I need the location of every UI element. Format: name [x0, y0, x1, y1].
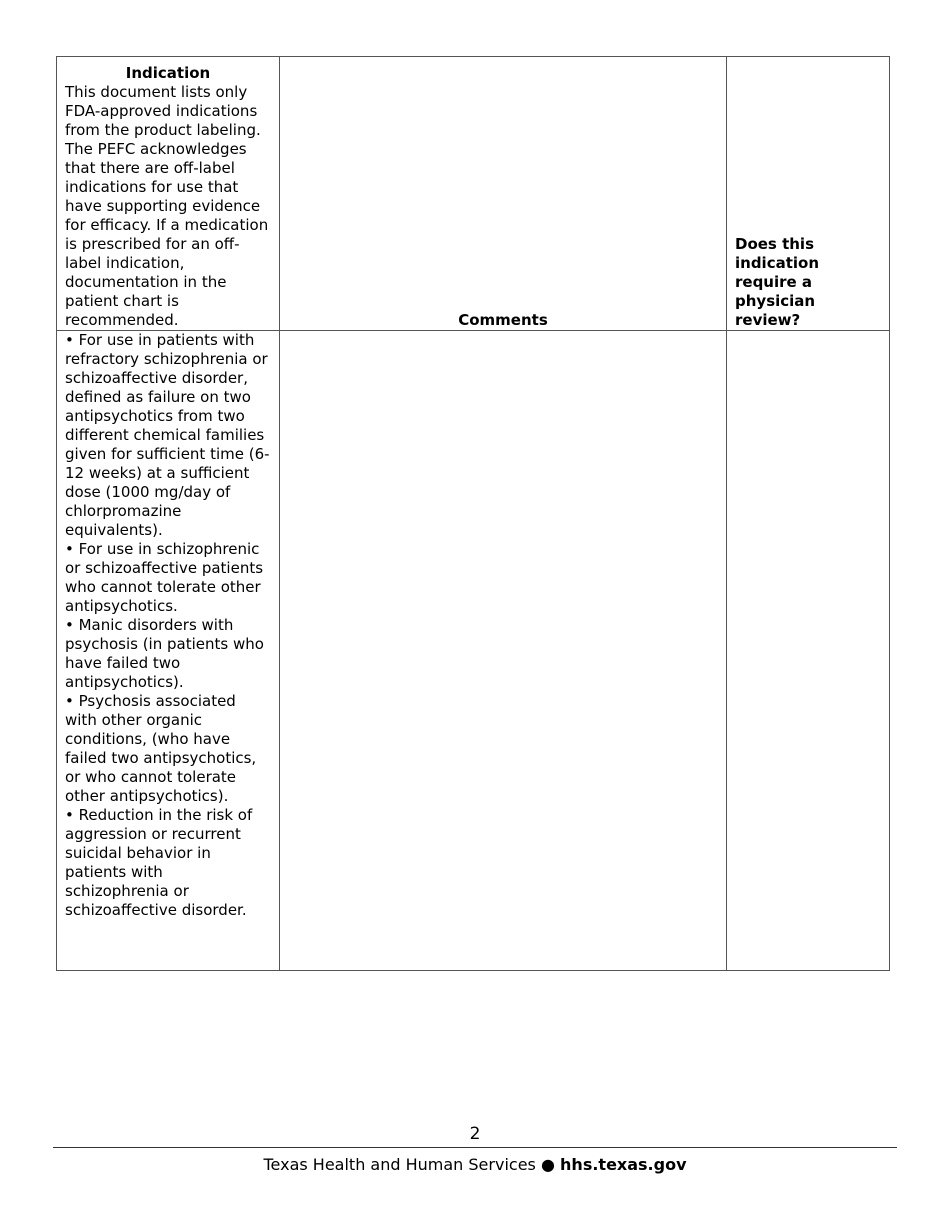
indication-item: • Manic disorders with psychosis (in patients who have failed two antipsychotics).: [65, 616, 264, 691]
table-header-row: [57, 57, 890, 331]
indications-table: [56, 56, 890, 971]
indication-header-note: This document lists only FDA-approved indications from the product labeling. The PEFC acknowledges that there are off-label indications for use that have supporting evidence for efficacy. If a medication is prescribed for an off-label indication, documentation in the patient chart is recommended.: [65, 83, 269, 329]
page-footer: [0, 1155, 950, 1174]
footer-agency: Texas Health and Human Services: [263, 1155, 536, 1174]
comments-cell: [280, 331, 727, 971]
indications-cell: [57, 331, 280, 971]
footer-website-link[interactable]: hhs.texas.gov: [560, 1155, 687, 1174]
footer-divider: [53, 1147, 897, 1148]
indication-item: • For use in patients with refractory schizophrenia or schizoaffective disorder, defined as failure on two antipsychotics from two different chemical families given for sufficient time (6-12 weeks) at a sufficient dose (1000 mg/day of chlorpromazine equivalents).: [65, 331, 270, 539]
indication-header-title: Indication: [125, 64, 211, 82]
physician-review-header: Does this indication require a physician review?: [727, 57, 890, 331]
table-row: [57, 331, 890, 971]
physician-review-cell: [727, 331, 890, 971]
comments-header: Comments: [280, 57, 727, 331]
footer-separator: ●: [540, 1155, 555, 1174]
page-number: 2: [469, 1124, 481, 1144]
indication-header-cell: [57, 57, 280, 331]
indication-item: • Psychosis associated with other organic conditions, (who have failed two antipsychotics, or who cannot tolerate other antipsychotics).: [65, 692, 257, 805]
indication-item: • For use in schizophrenic or schizoaffective patients who cannot tolerate other antipsychotics.: [65, 540, 264, 615]
indication-item: • Reduction in the risk of aggression or recurrent suicidal behavior in patients with schizophrenia or schizoaffective disorder.: [65, 806, 253, 919]
